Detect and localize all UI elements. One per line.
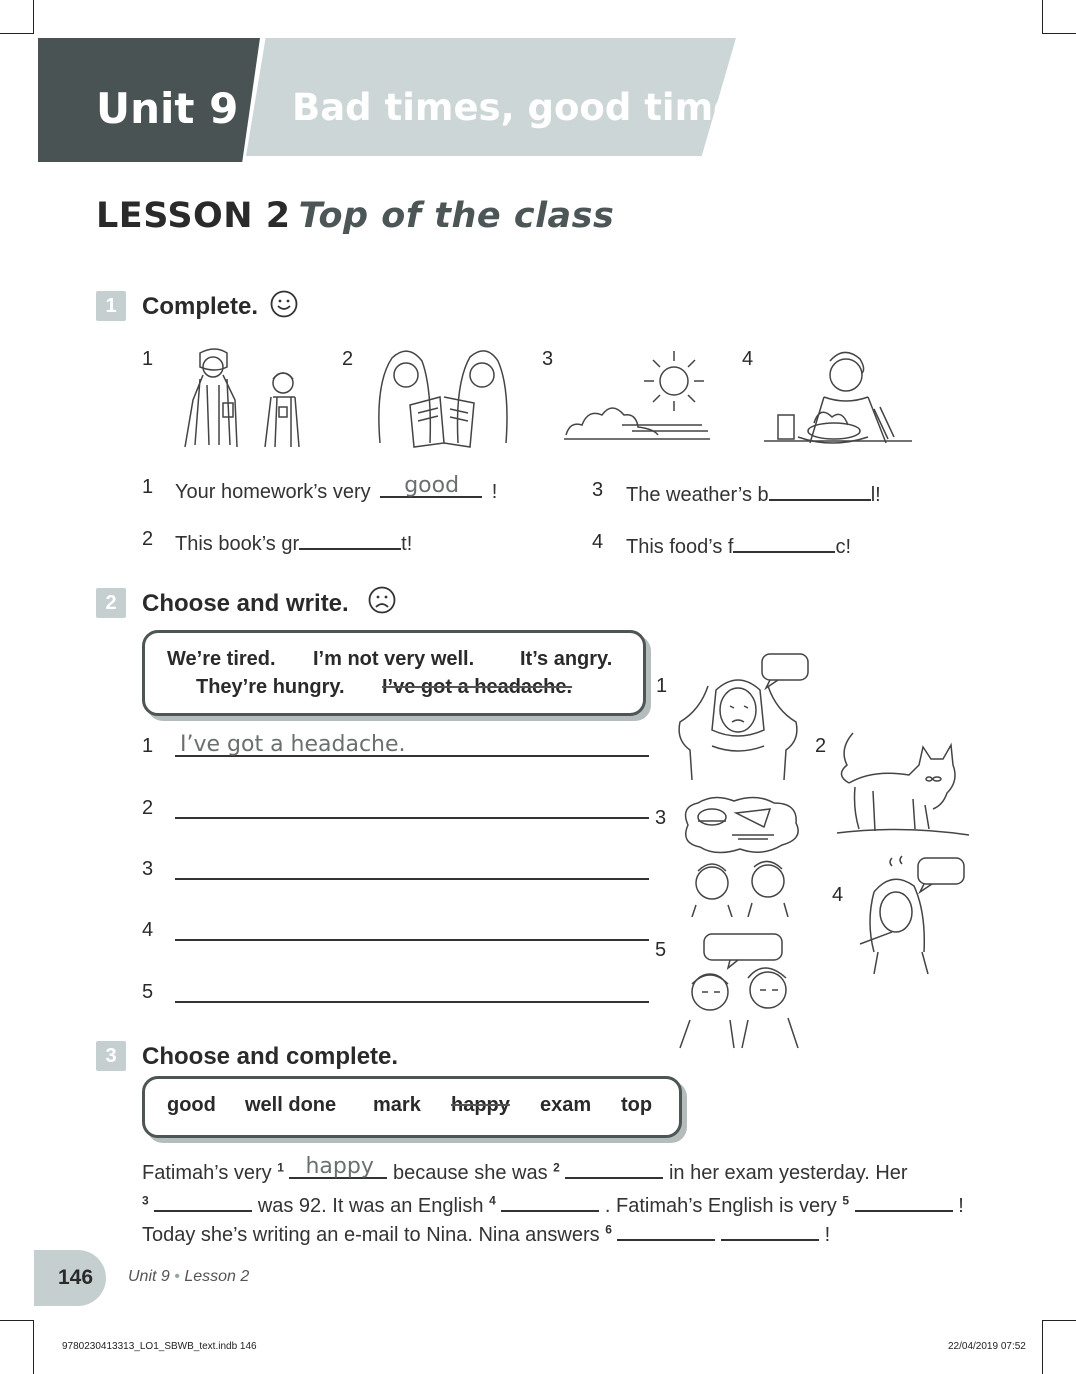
option: good <box>167 1094 216 1116</box>
text: ! <box>824 1224 831 1246</box>
crop-mark <box>1042 1320 1076 1321</box>
sentence-2 <box>175 528 412 556</box>
gap-blank[interactable] <box>617 1221 715 1241</box>
answer-line[interactable] <box>175 939 649 941</box>
sentence-3 <box>626 479 881 507</box>
footer-unit: Unit 9 <box>128 1268 170 1285</box>
exercise-1-title: Complete. <box>142 293 259 320</box>
item-number: 3 <box>592 479 604 501</box>
hungry-boys-dreaming-of-food-illustration <box>678 795 806 917</box>
teacher-and-student-illustration <box>165 345 315 450</box>
unit-title: Bad times, good times <box>292 86 761 129</box>
item-number: 1 <box>142 476 154 498</box>
gap-blank[interactable] <box>855 1192 953 1212</box>
picture-number: 3 <box>655 807 667 829</box>
gap-number: 5 <box>842 1193 850 1208</box>
answer-blank[interactable] <box>733 531 835 553</box>
gap-number: 3 <box>142 1193 149 1208</box>
sentence-1 <box>175 473 498 504</box>
sentence-end: ! <box>491 481 498 503</box>
page-number: 146 <box>58 1266 94 1289</box>
picture-number: 4 <box>742 348 754 370</box>
paragraph-line-1 <box>142 1154 908 1185</box>
line-number: 2 <box>142 797 154 819</box>
gap-number: 4 <box>489 1193 496 1208</box>
sad-face-icon <box>368 586 396 614</box>
item-number: 4 <box>592 531 604 553</box>
option-crossed-out: happy <box>451 1094 510 1116</box>
girl-with-headache-illustration <box>672 650 812 782</box>
boy-eating-food-illustration <box>762 343 917 447</box>
line-number: 5 <box>142 981 154 1003</box>
footer-separator: • <box>174 1268 180 1285</box>
line-number: 4 <box>142 919 154 941</box>
print-slug-date: 22/04/2019 07:52 <box>948 1341 1026 1352</box>
sentence-text: This book’s gr <box>175 533 300 555</box>
picture-number: 3 <box>542 348 554 370</box>
exercise-3-badge: 3 <box>96 1041 126 1071</box>
crop-mark <box>33 1320 34 1374</box>
crop-mark <box>1042 0 1043 34</box>
line-number: 3 <box>142 858 154 880</box>
gap-blank[interactable] <box>565 1159 663 1179</box>
crop-mark <box>33 0 34 34</box>
lesson-heading <box>96 196 614 236</box>
sunny-weather-illustration <box>562 343 712 445</box>
option: It’s angry. <box>520 648 613 670</box>
option: well done <box>245 1094 337 1116</box>
item-number: 2 <box>142 528 154 550</box>
option: exam <box>540 1094 592 1116</box>
option-crossed-out: I’ve got a headache. <box>382 676 573 698</box>
gap-blank[interactable] <box>721 1221 819 1241</box>
picture-number: 4 <box>832 884 844 906</box>
picture-number: 1 <box>142 348 154 370</box>
handwritten-answer: I’ve got a headache. <box>180 732 406 757</box>
text: Fatimah’s very <box>142 1162 272 1184</box>
exercise-3-title: Choose and complete. <box>142 1043 399 1070</box>
sentence-end: l! <box>870 484 881 506</box>
answer-line[interactable] <box>175 817 649 819</box>
answer-blank[interactable] <box>769 479 871 501</box>
girl-not-well-illustration <box>852 852 972 977</box>
answer-line[interactable] <box>175 878 649 880</box>
sentence-text: This food’s f <box>626 536 734 558</box>
crop-mark <box>0 33 34 34</box>
text: because she was <box>393 1162 548 1184</box>
gap-number: 1 <box>277 1160 284 1175</box>
sentence-end: t! <box>401 533 413 555</box>
option: We’re tired. <box>167 648 276 670</box>
answer-line[interactable] <box>175 1001 649 1003</box>
text: in her exam yesterday. Her <box>668 1162 908 1184</box>
text: ! <box>958 1195 964 1217</box>
answer-blank[interactable] <box>299 528 401 550</box>
option: I’m not very well. <box>313 648 475 670</box>
paragraph-line-2 <box>142 1192 964 1218</box>
text: Today she’s writing an e-mail to Nina. Nina answers <box>142 1224 600 1246</box>
paragraph-line-3 <box>142 1221 830 1247</box>
crop-mark <box>1042 1320 1043 1374</box>
gap-blank[interactable] <box>501 1192 599 1212</box>
text: . Fatimah’s English is very <box>604 1195 837 1217</box>
option: mark <box>373 1094 421 1116</box>
lesson-title: Top of the class <box>298 196 615 236</box>
print-slug-file: 9780230413313_LO1_SBWB_text.indb 146 <box>62 1341 257 1352</box>
option: top <box>621 1094 653 1116</box>
gap-blank[interactable] <box>289 1154 387 1179</box>
handwritten-answer: good <box>404 473 460 498</box>
sentence-end: c! <box>835 536 852 558</box>
women-reading-book-illustration <box>370 343 520 451</box>
answer-blank[interactable] <box>380 473 482 498</box>
crop-mark <box>0 1320 34 1321</box>
sentence-text: Your homework’s very <box>175 481 371 503</box>
exercise-1-badge: 1 <box>96 291 126 321</box>
crop-mark <box>1042 33 1076 34</box>
gap-blank[interactable] <box>154 1192 252 1212</box>
text: was 92. It was an English <box>257 1195 484 1217</box>
exercise-2-badge: 2 <box>96 588 126 618</box>
picture-number: 1 <box>656 675 668 697</box>
happy-face-icon <box>270 290 298 318</box>
gap-number: 2 <box>553 1160 560 1175</box>
angry-cat-illustration <box>833 725 973 840</box>
picture-number: 2 <box>342 348 354 370</box>
exercise-2-title: Choose and write. <box>142 590 349 617</box>
sentence-4 <box>626 531 851 559</box>
picture-number: 5 <box>655 939 667 961</box>
picture-number: 2 <box>815 735 827 757</box>
gap-number: 6 <box>605 1222 612 1237</box>
lesson-label: LESSON 2 <box>96 196 291 236</box>
unit-label: Unit 9 <box>96 84 239 133</box>
sentence-text: The weather’s b <box>626 484 769 506</box>
tired-boys-illustration <box>676 930 810 1050</box>
handwritten-answer: happy <box>305 1154 374 1179</box>
footer-label <box>128 1268 249 1286</box>
line-number: 1 <box>142 735 154 757</box>
option: They’re hungry. <box>196 676 345 698</box>
footer-lesson: Lesson 2 <box>184 1268 250 1285</box>
word-box <box>142 630 646 716</box>
